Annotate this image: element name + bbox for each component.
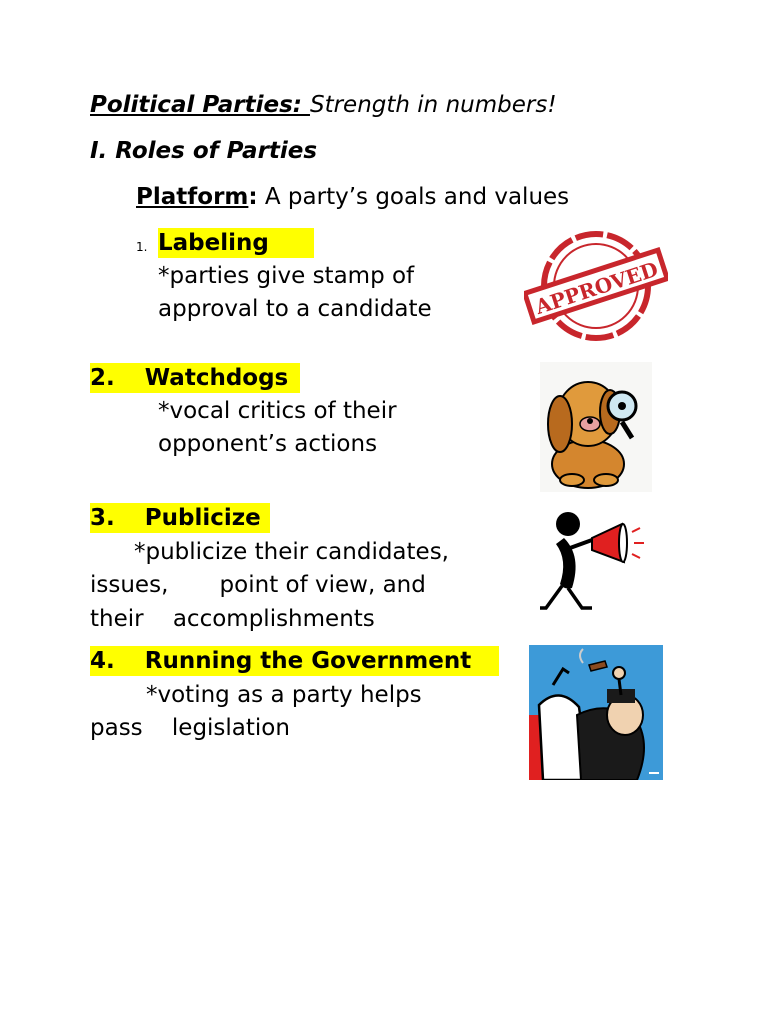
platform-definition: A party’s goals and values: [257, 184, 570, 210]
title-bold: Political Parties:: [90, 92, 310, 118]
role-2-line-2: opponent’s actions: [158, 431, 378, 457]
platform-line: [136, 182, 569, 212]
role-2-line-1: *vocal critics of their: [158, 398, 397, 424]
role-4-number: 4.: [90, 648, 115, 674]
role-2-heading: [90, 363, 300, 393]
dog-magnifier-icon: [540, 362, 652, 492]
stamp-text: APPROVED: [532, 256, 661, 320]
document-title: [90, 90, 557, 120]
role-2-number: 2.: [90, 365, 115, 391]
role-3-heading-text: Publicize: [144, 505, 261, 531]
role-1-line-1: *parties give stamp of: [158, 263, 415, 289]
politician-cartoon-icon: [529, 645, 663, 780]
role-4-heading-text: Running the Government: [144, 648, 472, 674]
role-3-line-3: their accomplishments: [90, 606, 375, 632]
role-4-line-1: *voting as a party helps: [146, 682, 422, 708]
platform-colon: :: [248, 184, 258, 210]
role-4-heading: [90, 646, 499, 676]
role-3-heading: [90, 503, 270, 533]
platform-label: Platform: [136, 184, 249, 210]
role-4-line-2: pass legislation: [90, 715, 290, 741]
section-heading: I. Roles of Parties: [90, 138, 318, 164]
megaphone-figure-icon: [534, 504, 656, 628]
role-1-line-2: approval to a candidate: [158, 296, 432, 322]
role-3-line-2: issues, point of view, and: [90, 572, 426, 598]
approved-stamp-icon: [524, 226, 668, 346]
role-3-number: 3.: [90, 505, 115, 531]
role-2-heading-text: Watchdogs: [144, 365, 289, 391]
role-1-heading: Labeling: [158, 228, 314, 258]
role-3-line-1: *publicize their candidates,: [134, 539, 449, 565]
role-1-number: 1.: [136, 240, 148, 254]
title-italic: Strength in numbers!: [309, 92, 557, 118]
